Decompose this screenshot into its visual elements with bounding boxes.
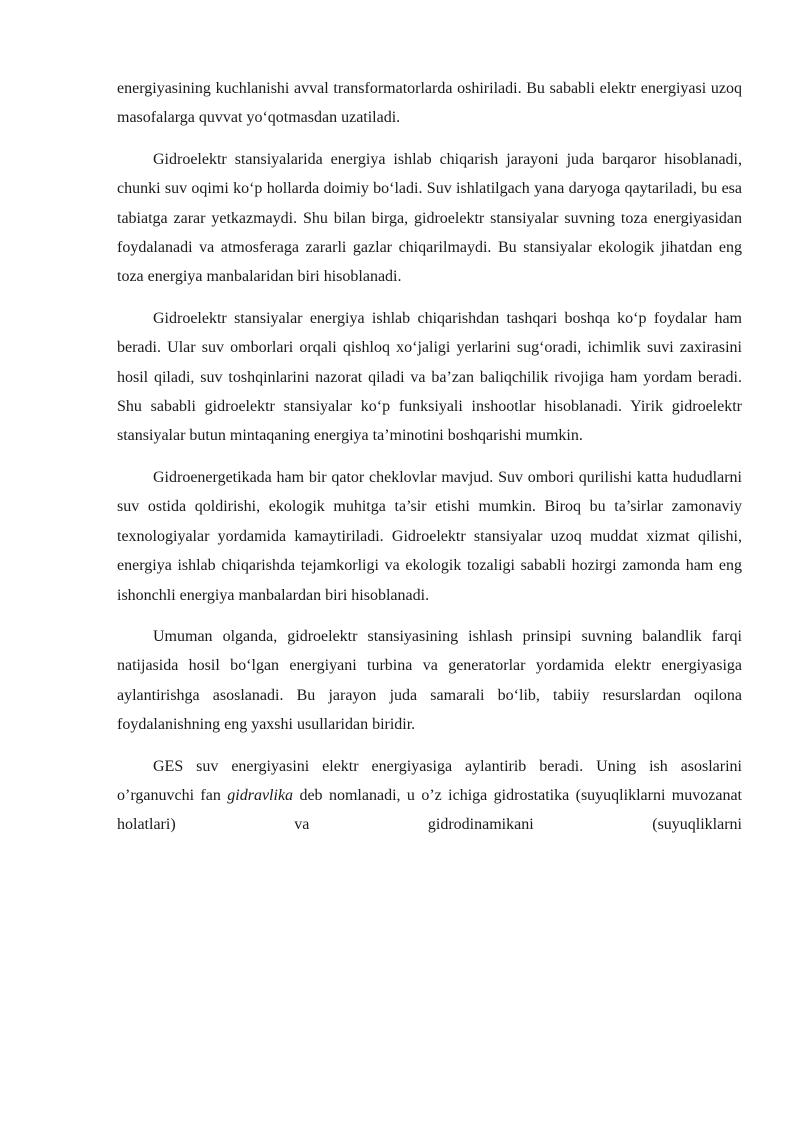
paragraph-continuation: energiyasining kuchlanishi avval transformatorlarda oshiriladi. Bu sababli elektr energiyasi uzoq masofalarga quvvat yo‘qotmasdan uzatiladi. [117, 80, 742, 127]
paragraph-last [117, 752, 742, 840]
paragraph: Umuman olganda, gidroelektr stansiyasining ishlash prinsipi suvning balandlik farqi natijasida hosil bo‘lgan energiyani turbina va generatorlar yordamida elektr energiyasiga aylantirishga asoslanadi. Bu jarayon juda samarali bo‘lib, tabiiy resurslardan oqilona foydalanishning eng yaxshi usullaridan biridir. [117, 627, 742, 734]
paragraph-text: GES suv energiyasini elektr energiyasiga aylantirib beradi. Uning ish asoslarini o’rganuvchi fan [117, 757, 742, 804]
paragraph: Gidroelektr stansiyalar energiya ishlab chiqarishdan tashqari boshqa ko‘p foydalar ham beradi. Ular suv omborlari orqali qishloq xo‘jaligi yerlarini sug‘oradi, ichimlik suvi zaxirasini hosil qiladi, suv toshqinlarini nazorat qiladi va ba’zan baliqchilik rivojiga ham yordam beradi. Shu sababli gidroelektr stansiyalar ko‘p funksiyali inshootlar hisoblanadi. Yirik gidroelektr stansiyalar butun mintaqaning energiya ta’minotini boshqarishi mumkin. [117, 309, 742, 445]
document-body [117, 74, 742, 852]
italic-term: gidravlika [227, 786, 294, 804]
paragraph-text: deb nomlanadi, u o’z ichiga gidrostatika (suyuqliklarni muvozanat holatlari) va gidrodinamikani (suyuqliklarni [117, 786, 742, 834]
paragraph: Gidroenergetikada ham bir qator cheklovlar mavjud. Suv ombori qurilishi katta hududlarni suv ostida qoldirishi, ekologik muhitga ta’sir etishi mumkin. Biroq bu ta’sirlar zamonaviy texnologiyalar yordamida kamaytiriladi. Gidroelektr stansiyalar uzoq muddat xizmat qilishi, energiya ishlab chiqarishda tejamkorligi va ekologik tozaligi sababli hozirgi zamonda ham eng ishonchli energiya manbalardan biri hisoblanadi. [117, 468, 742, 604]
paragraph: Gidroelektr stansiyalarida energiya ishlab chiqarish jarayoni juda barqaror hisoblanadi, chunki suv oqimi ko‘p hollarda doimiy bo‘ladi. Suv ishlatilgach yana daryoga qaytariladi, bu esa tabiatga zarar yetkazmaydi. Shu bilan birga, gidroelektr stansiyalar suvning toza energiyasidan foydalanadi va atmosferaga zararli gazlar chiqarilmaydi. Bu stansiyalar ekologik jihatdan eng toza energiya manbalaridan biri hisoblanadi. [117, 150, 742, 286]
